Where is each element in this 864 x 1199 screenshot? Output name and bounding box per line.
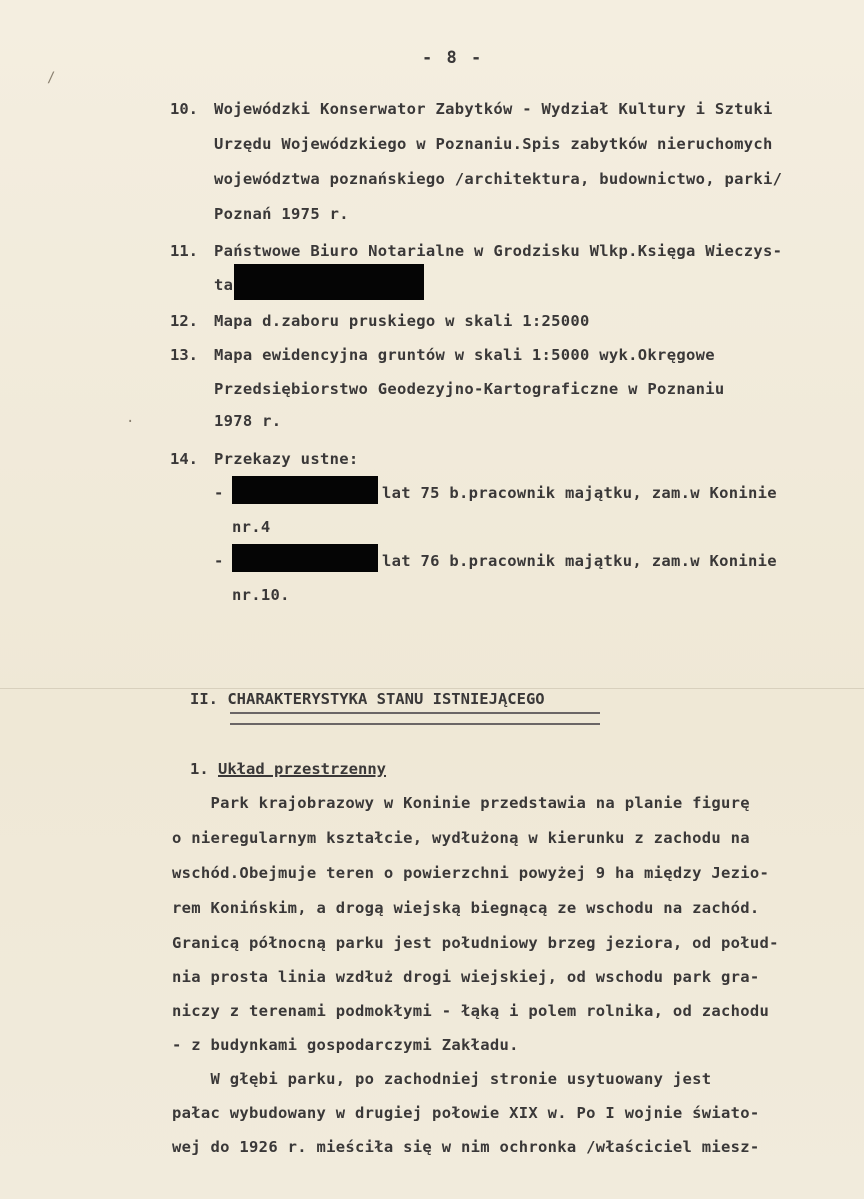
item-number: 13. bbox=[170, 346, 198, 364]
redaction-box bbox=[234, 264, 424, 300]
source-continuation: nr.10. bbox=[232, 586, 290, 604]
page-number: - 8 - bbox=[422, 48, 484, 68]
paragraph-line: o nieregularnym kształcie, wydłużoną w kierunku z zachodu na bbox=[172, 829, 750, 847]
subsection-heading bbox=[190, 760, 386, 778]
item-line: 1978 r. bbox=[214, 412, 282, 430]
paragraph-line: rem Konińskim, a drogą wiejską biegnącą ze wschodu na zachód. bbox=[172, 899, 760, 917]
paragraph-line: - z budynkami gospodarczymi Zakładu. bbox=[172, 1036, 519, 1054]
item-line: Państwowe Biuro Notarialne w Grodzisku Wlkp.Księga Wieczys- bbox=[214, 242, 783, 260]
paper-mark: / bbox=[47, 70, 56, 86]
source-dash: - bbox=[214, 484, 224, 502]
paragraph-line: wschód.Obejmuje teren o powierzchni powyżej 9 ha między Jezio- bbox=[172, 864, 770, 882]
redaction-box bbox=[232, 544, 378, 572]
source-dash: - bbox=[214, 552, 224, 570]
item-number: 11. bbox=[170, 242, 198, 260]
item-number: 12. bbox=[170, 312, 198, 330]
item-line: ta bbox=[214, 276, 234, 294]
subsection-number: 1. bbox=[190, 760, 209, 778]
paragraph-line: W głębi parku, po zachodniej stronie usytuowany jest bbox=[172, 1070, 712, 1088]
item-line: Mapa d.zaboru pruskiego w skali 1:25000 bbox=[214, 312, 590, 330]
item-line: Wojewódzki Konserwator Zabytków - Wydział Kultury i Sztuki bbox=[214, 100, 773, 118]
subsection-title: Układ przestrzenny bbox=[218, 760, 386, 778]
item-number: 10. bbox=[170, 100, 198, 118]
source-text: lat 75 b.pracownik majątku, zam.w Koninie bbox=[382, 484, 777, 502]
paragraph-line: wej do 1926 r. mieściła się w nim ochronka /właściciel miesz- bbox=[172, 1138, 760, 1156]
paragraph-line: niczy z terenami podmokłymi - łąką i polem rolnika, od zachodu bbox=[172, 1002, 770, 1020]
item-number: 14. bbox=[170, 450, 198, 468]
item-line: Przekazy ustne: bbox=[214, 450, 359, 468]
page-fold-line bbox=[0, 688, 864, 689]
paragraph-line: Granicą północną parku jest południowy brzeg jeziora, od połud- bbox=[172, 934, 779, 952]
paragraph-line: Park krajobrazowy w Koninie przedstawia na planie figurę bbox=[172, 794, 750, 812]
redaction-box bbox=[232, 476, 378, 504]
item-line: województwa poznańskiego /architektura, budownictwo, parki/ bbox=[214, 170, 783, 188]
paper-mark: · bbox=[126, 414, 135, 430]
paragraph-line: nia prosta linia wzdłuż drogi wiejskiej, od wschodu park gra- bbox=[172, 968, 760, 986]
source-text: lat 76 b.pracownik majątku, zam.w Koninie bbox=[382, 552, 777, 570]
source-continuation: nr.4 bbox=[232, 518, 271, 536]
item-line: Mapa ewidencyjna gruntów w skali 1:5000 wyk.Okręgowe bbox=[214, 346, 715, 364]
section-heading: II. CHARAKTERYSTYKA STANU ISTNIEJĄCEGO bbox=[190, 690, 545, 708]
item-line: Urzędu Wojewódzkiego w Poznaniu.Spis zabytków nieruchomych bbox=[214, 135, 773, 153]
item-line: Przedsiębiorstwo Geodezyjno-Kartograficzne w Poznaniu bbox=[214, 380, 725, 398]
heading-double-underline bbox=[230, 712, 600, 725]
paragraph-line: pałac wybudowany w drugiej połowie XIX w. Po I wojnie świato- bbox=[172, 1104, 760, 1122]
item-line: Poznań 1975 r. bbox=[214, 205, 349, 223]
